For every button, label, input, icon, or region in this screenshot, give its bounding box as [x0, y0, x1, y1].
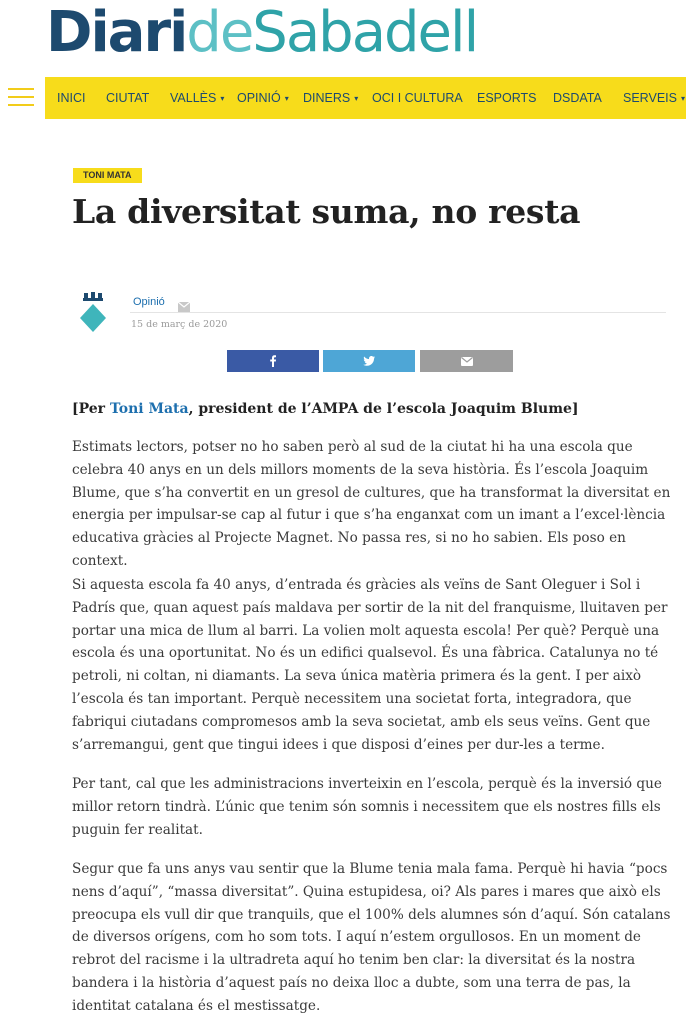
- share-email-button[interactable]: [420, 350, 513, 372]
- article-paragraph: Per tant, cal que les administracions inverteixin en l’escola, perquè és la inversió que millor retorn tindrà. L’únic que tenim són somnis i necessitem que els nostres fills els puguin fer realitat.: [72, 776, 662, 838]
- logo-word-sabadell: Sabadell: [252, 0, 478, 65]
- city-crest-avatar: [78, 292, 108, 334]
- nav-item-label: INICI: [57, 91, 86, 105]
- nav-item-oci-i-cultura[interactable]: [372, 77, 463, 119]
- chevron-down-icon: ▾: [284, 94, 289, 103]
- nav-item-serveis[interactable]: [623, 77, 685, 119]
- nav-item-label: OCI I CULTURA: [372, 91, 463, 105]
- nav-item-label: SERVEIS: [623, 91, 677, 105]
- article-paragraph: Estimats lectors, potser no ho saben però al sud de la ciutat hi ha una escola que celebra 40 anys en un dels millors moments de la seva història. És l’escola Joaquim Blume, que s’ha convertit en un gresol de cultures, que ha transformat la diversitat en energia per impulsar-se cap al futur i que s’ha enganxat com un imant a l’excel·lència educativa gràcies al Projecte Magnet. No passa res, si no ho sabien. Els poso en context.: [72, 439, 671, 569]
- share-facebook-button[interactable]: [227, 350, 319, 372]
- envelope-icon[interactable]: [178, 297, 190, 307]
- nav-item-label: DSDATA: [553, 91, 602, 105]
- nav-item-label: ESPORTS: [477, 91, 537, 105]
- nav-item-opinio[interactable]: [237, 77, 289, 119]
- chevron-down-icon: ▾: [220, 94, 225, 103]
- lead-suffix: , president de l’AMPA de l’escola Joaquim Blume]: [188, 401, 579, 417]
- nav-item-esports[interactable]: [477, 77, 537, 119]
- nav-item-label: OPINIÓ: [237, 91, 281, 105]
- article-paragraph: Si aquesta escola fa 40 anys, d’entrada és gràcies als veïns de Sant Oleguer i Sol i Padrís que, quan aquest país maldava per sortir de la nit del franquisme, lluitaven per portar una mica de llum al barri. La volien molt aquesta escola! Per què? Perquè una escola és una oportunitat. No és un edifici qualsevol. És una fàbrica. Catalunya no té petroli, ni coltan, ni diamants. La seva única matèria primera és la gent. I per això l’escola és tan important. Perquè necessitem una societat forta, integradora, que fabriqui ciutadans compromesos amb la seva societat, amb els seus veïns. Gent que s’arremangui, gent que tingui idees i que disposi d’eines per dur-les a terme.: [72, 577, 668, 753]
- article-lead: [72, 398, 672, 420]
- hamburger-menu-icon[interactable]: [8, 88, 34, 108]
- logo-word-de: de: [186, 0, 253, 65]
- nav-item-label: DINERS: [303, 91, 351, 105]
- site-logo[interactable]: [46, 2, 477, 64]
- article-title: La diversitat suma, no resta: [72, 192, 581, 231]
- chevron-down-icon: ▾: [680, 94, 685, 103]
- nav-item-inici[interactable]: [57, 77, 85, 119]
- envelope-icon: [461, 357, 473, 366]
- chevron-down-icon: ▾: [354, 94, 359, 103]
- twitter-icon: [363, 356, 375, 366]
- logo-word-diari: Diari: [46, 0, 187, 65]
- share-twitter-button[interactable]: [323, 350, 415, 372]
- article-paragraph: Segur que fa uns anys vau sentir que la Blume tenia mala fama. Perquè hi havia “pocs nens d’aquí”, “massa diversitat”. Quina estupidesa, oi? Als pares i mares que això els preocupa els vull dir que tranquils, que el 100% dels alumnes són d’aquí. Són catalans de diversos orígens, com ho som tots. I aquí n’estem orgullosos. En un moment de rebrot del racisme i la ultradreta aquí ho tenim ben clar: la diversitat és la nostra bandera i la història d’aquest país no deixa lloc a dubte, som una terra de pas, la identitat catalana és el mestissatge.: [72, 861, 671, 1014]
- lead-prefix: [Per: [72, 401, 110, 417]
- nav-item-valles[interactable]: [170, 77, 224, 119]
- facebook-icon: [269, 355, 277, 367]
- publish-date: 15 de març de 2020: [131, 319, 228, 330]
- meta-divider: [130, 312, 666, 313]
- nav-item-dsdata[interactable]: [553, 77, 602, 119]
- nav-item-label: CIUTAT: [106, 91, 150, 105]
- nav-item-ciutat[interactable]: [106, 77, 149, 119]
- nav-item-diners[interactable]: [303, 77, 358, 119]
- nav-item-label: VALLÈS: [170, 91, 217, 105]
- main-nav: [45, 77, 686, 119]
- category-link[interactable]: Opinió: [133, 296, 165, 308]
- author-tag[interactable]: TONI MATA: [73, 168, 142, 183]
- author-link[interactable]: Toni Mata: [109, 401, 189, 417]
